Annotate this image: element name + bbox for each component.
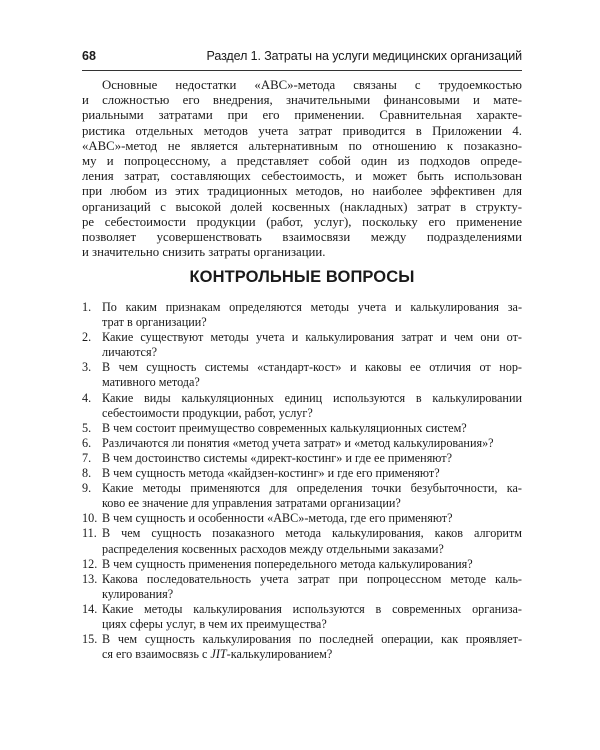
question-line: В чем сущность позаказного метода калькулирования, каков алгоритм	[102, 526, 522, 541]
question-item	[82, 300, 522, 330]
question-line-text: ся его взаимосвязь с	[102, 647, 211, 662]
question-line	[102, 647, 522, 662]
paragraph-line: организаций с высокой долей косвенных (накладных) затрат в структу-	[82, 199, 522, 214]
question-line: В чем состоит преимущество современных калькуляционных систем?	[102, 420, 467, 435]
question-item	[82, 360, 522, 390]
question-item	[82, 481, 522, 511]
questions-list	[82, 300, 522, 662]
page-header	[82, 49, 522, 69]
question-item	[82, 391, 522, 421]
question-item	[82, 436, 522, 451]
question-number: 14.	[82, 601, 98, 616]
jit-term: JIT	[210, 647, 227, 662]
paragraph-line: ления затрат, составляющих себестоимость, и может быть использован	[82, 169, 522, 184]
question-item	[82, 330, 522, 360]
question-line-tail: -калькулированием?	[226, 647, 333, 662]
question-line: В чем достоинство системы «директ-костинг» и где ее применяют?	[102, 450, 452, 465]
question-line: В чем сущность метода «кайдзен-костинг» и где его применяют?	[102, 466, 440, 481]
question-number: 9.	[82, 481, 92, 496]
question-number: 15.	[82, 632, 98, 647]
question-item	[82, 602, 522, 632]
question-item	[82, 557, 522, 572]
question-item	[82, 572, 522, 602]
paragraph-line: му и попроцессному, а представляет собой один из подходов опреде-	[82, 154, 522, 169]
question-line: В чем сущность и особенности «АВС»-метода, где его применяют?	[102, 511, 453, 526]
header-rule	[82, 70, 522, 71]
question-line: Какова последовательность учета затрат при попроцессном методе каль-	[102, 571, 522, 586]
question-number: 13.	[82, 571, 98, 586]
question-item	[82, 451, 522, 466]
question-item	[82, 421, 522, 436]
question-line: кулирования?	[102, 586, 174, 601]
question-number: 2.	[82, 330, 92, 345]
question-line: трат в организации?	[102, 315, 207, 330]
question-line: мативного метода?	[102, 375, 200, 390]
question-number: 1.	[82, 300, 92, 314]
question-line: циях сферы услуг, в чем их преимущества?	[102, 616, 327, 631]
question-line: себестоимости продукции, работ, услуг?	[102, 405, 313, 420]
question-number: 10.	[82, 511, 98, 526]
question-number: 4.	[82, 390, 92, 405]
question-line: В чем сущность применения попередельного метода калькулирования?	[102, 556, 473, 571]
paragraph-line: при любом из этих традиционных методов, но наиболее эффективен для	[82, 184, 522, 199]
page-number: 68	[82, 49, 96, 63]
question-line: Какие методы калькулирования используются в современных организа-	[102, 601, 522, 616]
question-item	[82, 526, 522, 556]
question-line: ково ее значение для управления затратами организации?	[102, 496, 401, 511]
paragraph-line: ристика отдельных методов учета затрат приводится в Приложении 4.	[82, 123, 522, 138]
paragraph-line: и сложностью его внедрения, значительными финансовыми и мате-	[82, 93, 522, 108]
running-title: Раздел 1. Затраты на услуги медицинских организаций	[206, 49, 522, 63]
question-item	[82, 632, 522, 662]
question-line: Какие виды калькуляционных единиц используются в калькулировании	[102, 390, 522, 405]
body-paragraph	[82, 78, 522, 260]
question-number: 5.	[82, 420, 92, 435]
paragraph-line: позволяет усовершенствовать взаимосвязи между подразделениями	[82, 230, 522, 245]
question-number: 6.	[82, 435, 92, 450]
question-number: 7.	[82, 450, 92, 465]
question-number: 8.	[82, 466, 92, 481]
question-number: 11.	[82, 526, 97, 541]
question-item	[82, 511, 522, 526]
question-line: В чем сущность системы «стандарт-кост» и каковы ее отличия от нор-	[102, 360, 522, 375]
question-number: 3.	[82, 360, 92, 375]
question-number: 12.	[82, 556, 98, 571]
paragraph-line: «АВС»-метод не является альтернативным по отношению к позаказно-	[82, 138, 522, 153]
question-line: Какие методы применяются для определения точки безубыточности, ка-	[102, 481, 522, 496]
paragraph-line: и значительно снизить затраты организации.	[82, 245, 326, 260]
question-line: В чем сущность калькулирования по последней операции, как проявляет-	[102, 632, 522, 647]
question-line: По каким признакам определяются методы учета и калькулирования за-	[102, 300, 522, 314]
paragraph-line: риальными затратами при его применении. Сравнительная характе-	[82, 108, 522, 123]
question-item	[82, 466, 522, 481]
paragraph-line: Основные недостатки «АВС»-метода связаны с трудоемкостью	[102, 78, 522, 92]
question-line: распределения косвенных расходов между отдельными заказами?	[102, 541, 444, 556]
question-line: личаются?	[102, 345, 157, 360]
paragraph-line: ре себестоимости продукции (работ, услуг), поскольку его применение	[82, 214, 522, 229]
question-line: Какие существуют методы учета и калькулирования затрат и чем они от-	[102, 330, 522, 345]
section-heading: КОНТРОЛЬНЫЕ ВОПРОСЫ	[189, 268, 415, 286]
question-line: Различаются ли понятия «метод учета затрат» и «метод калькулирования»?	[102, 435, 494, 450]
